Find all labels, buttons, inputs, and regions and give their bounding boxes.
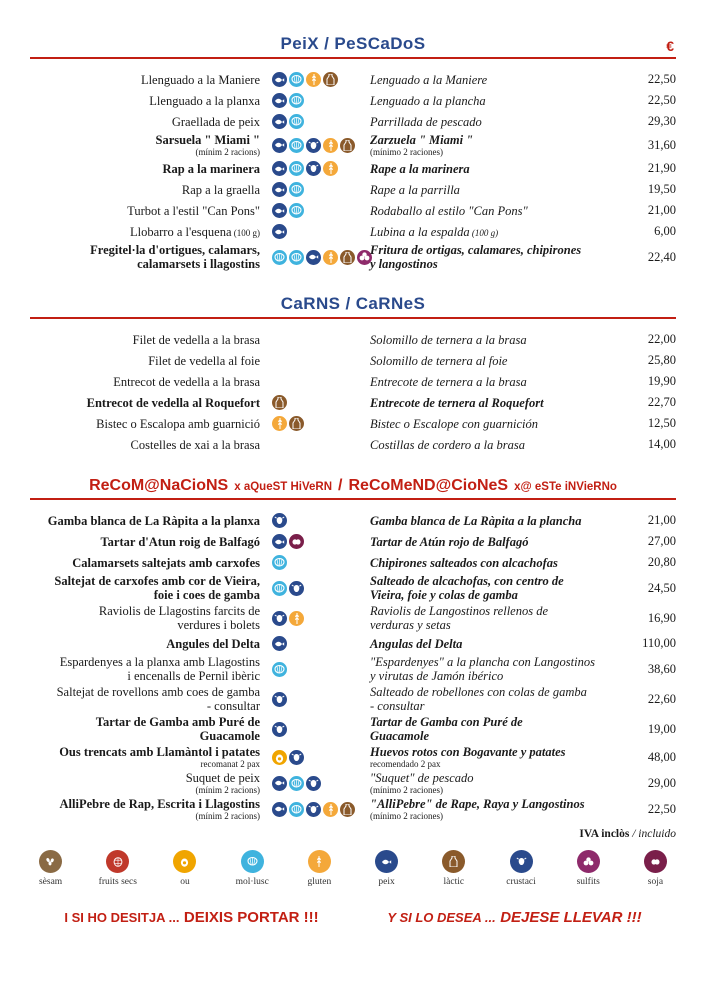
menu-item-row [30,573,676,603]
peix-icon [306,250,321,265]
ou-icon [173,850,196,873]
menu-item-price: 27,00 [647,534,676,549]
mollusc-icon [289,114,304,129]
peix-icon [272,93,287,108]
peix-icon [272,776,287,791]
menu-item-name-ca: Filet de vedella al foie [148,353,260,368]
menu-item-name-es: Raviolis de Langostinos rellenos de verduras y setas [370,604,548,633]
fruits-icon [106,850,129,873]
menu-item-name-es: Zarzuela " Miami " (mínimo 2 raciones) [370,133,474,157]
allergen-icons [268,581,364,596]
peix-icon [272,161,287,176]
menu-item-price: 19,90 [647,374,676,389]
menu-item-name-ca: Rap a la graella [181,182,260,197]
legend-item-sulfits [568,850,609,887]
menu-item-price: 19,50 [647,182,676,197]
gluten-icon [306,72,321,87]
menu-item-name-es: Salteado de alcachofas, con centro de Vieira, foie y colas de gamba [370,574,564,603]
menu-item-row [30,90,676,111]
menu-item-name-ca: Raviolis de Llagostins farcits de verdures i bolets [98,604,260,633]
menu-item-name-ca: Llenguado a la planxa [149,93,260,108]
reco-subtitle-ca: x aQueST HiVeRN [234,481,333,494]
menu-item-name-es: Angulas del Delta [370,636,463,651]
allergen-icons [268,692,364,707]
menu-item-name-es: Solomillo de ternera a la brasa [370,332,527,347]
menu-item-name-es: "Espardenyes" a la plancha con Langostinos y virutas de Jamón ibérico [370,655,595,684]
gluten-icon [323,138,338,153]
mollusc-icon [289,776,304,791]
menu-item-name-es: Costillas de cordero a la brasa [370,437,525,452]
vat-note-es: / incluido [632,828,676,841]
menu-item-price: 38,60 [647,661,676,676]
peix-icon [375,850,398,873]
menu-item-row [30,200,676,221]
peix-icon [272,534,287,549]
menu-item-row [30,69,676,90]
menu-item-name-ca: Angules del Delta [166,636,260,651]
peix-icon [272,636,287,651]
footer-ca-lead: I SI HO DESITJA ... [64,910,180,926]
menu-item-name-ca: Costelles de xai a la brasa [130,437,260,452]
crustaci-icon [272,513,287,528]
gluten-icon [323,250,338,265]
menu-item-price: 22,50 [647,93,676,107]
allergen-legend [30,850,676,887]
menu-item-price: 24,50 [647,580,676,595]
allergen-icons [268,93,364,108]
mollusc-icon [241,850,264,873]
menu-item-name-es: Rodaballo al estilo "Can Pons" [370,203,528,218]
crustaci-icon [306,802,321,817]
mollusc-icon [289,138,304,153]
legend-item-peix [366,850,407,887]
menu-item-row [30,242,676,272]
peix-icon [272,72,287,87]
menu-item-name-es: Parrillada de pescado [370,114,482,129]
mollusc-icon [289,203,304,218]
lactic-icon [442,850,465,873]
menu-item-row [30,221,676,242]
currency-symbol-peix: € [666,38,674,54]
menu-item-name-ca: Tartar de Gamba amb Puré de Guacamole [95,715,260,744]
menu-item-price: 22,50 [647,801,676,816]
legend-item-sesam [30,850,71,887]
legend-label: crustaci [506,877,536,888]
menu-item-name-ca: Entrecot de vedella a la brasa [113,374,260,389]
menu-item-name-es: Rape a la parrilla [370,182,460,197]
menu-item-name-es: Tartar de Gamba con Puré de Guacamole [370,715,523,744]
allergen-icons [268,636,364,651]
menu-item-price: 14,00 [647,437,676,452]
menu-item-row [30,714,676,744]
menu-item-price: 22,70 [647,395,676,410]
crustaci-icon [306,138,321,153]
menu-item-name-es: "AlliPebre" de Rape, Raya y Langostinos (mínimo 2 raciones) [370,797,585,822]
menu-item-price: 16,90 [647,610,676,625]
mollusc-icon [289,161,304,176]
menu-item-name-es: "Suquet" de pescado (mínimo 2 raciones) [370,771,474,796]
menu-item-price: 21,00 [647,513,676,528]
peix-icon [272,138,287,153]
mollusc-icon [272,662,287,677]
menu-item-name-ca: Tartar d'Atun roig de Balfagó [100,534,260,549]
peix-icon [272,114,287,129]
allergen-icons [268,555,364,570]
menu-item-name-ca: Sarsuela " Miami " (mínim 2 racions) [155,133,260,157]
allergen-icons [268,611,364,626]
mollusc-icon [289,72,304,87]
crustaci-icon [289,750,304,765]
legend-label: peix [378,877,395,888]
footer-ca-main: DEIXIS PORTAR !!! [183,909,319,927]
menu-item-price: 21,00 [647,203,676,218]
vat-note [30,828,676,840]
crustaci-icon [272,611,287,626]
menu-item-row [30,392,676,413]
sulfits-icon [577,850,600,873]
menu-item-row [30,744,676,770]
mollusc-icon [289,802,304,817]
lactic-icon [340,138,355,153]
crustaci-icon [272,722,287,737]
menu-item-row [30,434,676,455]
lactic-icon [323,72,338,87]
menu-item-name-ca: Calamarsets saltejats amb carxofes [72,555,260,570]
menu-item-row [30,603,676,633]
crustaci-icon [510,850,533,873]
footer-es-lead: Y SI LO DESEA ... [387,910,496,926]
allergen-icons [268,662,364,677]
menu-item-price: 22,60 [647,691,676,706]
section-rows-recommendations [30,510,676,822]
lactic-icon [340,802,355,817]
legend-item-gluten [299,850,340,887]
allergen-icons [268,72,364,87]
menu-item-price: 22,40 [647,249,676,264]
menu-item-name-es: Fritura de ortigas, calamares, chipirones y langostinos [370,243,582,272]
allergen-icons [268,250,364,265]
menu-item-name-ca: Llobarro a l'esquena (100 g) [129,224,260,239]
menu-item-row [30,350,676,371]
menu-item-row [30,413,676,434]
menu-item-row [30,111,676,132]
footer-es-main: DEJESE LLEVAR !!! [500,909,642,927]
legend-item-lactic [433,850,474,887]
sesam-icon [39,850,62,873]
menu-item-name-es: Lubina a la espalda (100 g) [370,224,499,239]
footer-slogan-es [387,909,641,927]
legend-label: ou [180,877,190,888]
allergen-icons [268,776,364,791]
menu-item-row [30,684,676,714]
menu-item-row [30,510,676,531]
menu-item-name-ca: Gamba blanca de La Ràpita a la planxa [47,513,260,528]
menu-item-name-ca: Llenguado a la Maniere [140,72,260,87]
menu-item-price: 22,00 [647,332,676,347]
menu-item-name-ca: Turbot a l'estil "Can Pons" [127,203,260,218]
gluten-icon [308,850,331,873]
menu-item-row [30,371,676,392]
menu-item-price: 6,00 [654,224,676,239]
section-rows-carns [30,329,676,455]
legend-label: fruits secs [98,877,137,888]
legend-label: mol·lusc [235,877,269,888]
menu-item-name-es: Solomillo de ternera al foie [370,353,508,368]
allergen-icons [268,182,364,197]
legend-item-crustaci [500,850,541,887]
footer-slogans [30,909,676,927]
legend-label: sulfits [576,877,600,888]
mollusc-icon [289,250,304,265]
gluten-icon [323,802,338,817]
crustaci-icon [272,692,287,707]
legend-label: soja [647,877,664,888]
crustaci-icon [306,776,321,791]
allergen-icons [268,224,364,239]
peix-icon [272,203,287,218]
menu-item-name-es: Entrecote de ternera a la brasa [370,374,527,389]
menu-item-price: 29,00 [647,775,676,790]
menu-item-price: 22,50 [647,72,676,86]
crustaci-icon [289,581,304,596]
menu-item-name-es: Tartar de Atún rojo de Balfagó [370,534,529,549]
vat-note-ca: IVA inclòs [579,828,630,841]
legend-label: gluten [307,877,332,888]
section-title-carns: CaRNS / CaRNeS [280,294,426,314]
menu-item-price: 29,30 [647,114,676,128]
menu-item-name-ca: AlliPebre de Rap, Escrita i Llagostins (mínim 2 racions) [59,797,260,822]
allergen-icons [268,395,364,410]
menu-item-price: 31,60 [647,137,676,152]
menu-item-row [30,158,676,179]
allergen-icons [268,750,364,765]
lactic-icon [289,416,304,431]
reco-title-es: ReCoMeND@CioNeS [348,477,509,495]
peix-icon [272,224,287,239]
legend-label: sèsam [38,877,63,888]
menu-item-name-ca: Saltejat de rovellons amb coes de gamba - consultar [56,685,260,714]
legend-label: làctic [443,877,465,888]
section-title-peix: PeiX / PeSCaDoS [280,34,426,53]
menu-item-name-es: Chipirones salteados con alcachofas [370,555,558,570]
lactic-icon [272,395,287,410]
menu-item-name-ca: Ous trencats amb Llamàntol i patates recomanat 2 pax [59,745,260,770]
menu-item-price: 25,80 [647,353,676,368]
menu-item-row [30,132,676,158]
lactic-icon [340,250,355,265]
legend-item-ou [164,850,205,887]
allergen-icons [268,114,364,129]
menu-item-name-es: Entrecote de ternera al Roquefort [370,395,544,410]
menu-item-row [30,654,676,684]
menu-item-row [30,329,676,350]
menu-item-name-ca: Fregitel·la d'ortigues, calamars, calamarsets i llagostins [90,243,260,272]
menu-item-name-ca: Espardenyes a la planxa amb Llagostins i encenalls de Pernil ibèric [59,655,260,684]
allergen-icons [268,138,364,153]
allergen-icons [268,161,364,176]
menu-item-name-ca: Saltejat de carxofes amb cor de Vieira, foie i coes de gamba [54,574,260,603]
menu-item-row [30,552,676,573]
section-header-recommendations [30,477,676,495]
menu-item-name-es: Lenguado a la Maniere [370,72,488,87]
menu-item-name-ca: Rap a la marinera [162,161,260,176]
allergen-icons [268,416,364,431]
legend-item-soja [635,850,676,887]
peix-icon [272,802,287,817]
mollusc-icon [289,93,304,108]
footer-slogan-ca [64,909,318,927]
mollusc-icon [272,250,287,265]
menu-item-name-ca: Entrecot de vedella al Roquefort [86,395,260,410]
ou-icon [272,750,287,765]
menu-item-row [30,770,676,796]
menu-item-name-ca: Filet de vedella a la brasa [132,332,260,347]
allergen-icons [268,802,364,817]
crustaci-icon [306,161,321,176]
menu-item-price: 19,00 [647,721,676,736]
mollusc-icon [272,555,287,570]
reco-separator: / [338,477,343,495]
section-rows-peix [30,69,676,272]
reco-subtitle-es: x@ eSTe iNVieRNo [514,481,617,494]
allergen-icons [268,203,364,218]
legend-item-fruits [97,850,138,887]
menu-item-row [30,633,676,654]
mollusc-icon [289,182,304,197]
menu-item-row [30,796,676,822]
menu-item-row [30,531,676,552]
top-spacer [0,0,706,34]
section-header-peix [30,34,676,54]
menu-item-name-es: Bistec o Escalope con guarnición [370,416,539,431]
allergen-icons [268,722,364,737]
menu-item-price: 48,00 [647,749,676,764]
section-header-carns [30,294,676,314]
menu-item-name-ca: Graellada de peix [171,114,260,129]
mollusc-icon [272,581,287,596]
soja-icon [644,850,667,873]
menu-item-price: 12,50 [647,416,676,431]
allergen-icons [268,534,364,549]
menu-item-price: 20,80 [647,555,676,570]
menu-item-name-es: Huevos rotos con Bogavante y patates recomendado 2 pax [370,745,566,770]
menu-item-price: 21,90 [647,161,676,176]
menu-item-row [30,179,676,200]
gluten-icon [323,161,338,176]
menu-item-name-es: Salteado de robellones con colas de gamba - consultar [370,685,587,714]
reco-title-ca: ReCoM@NaCioNS [89,477,229,495]
menu-item-name-ca: Bistec o Escalopa amb guarnició [96,416,260,431]
menu-item-name-es: Lenguado a la plancha [370,93,486,108]
gluten-icon [289,611,304,626]
peix-icon [272,182,287,197]
menu-item-name-es: Rape a la marinera [370,161,470,176]
allergen-icons [268,513,364,528]
soja-icon [289,534,304,549]
gluten-icon [272,416,287,431]
menu-item-name-ca: Suquet de peix (mínim 2 racions) [185,771,260,796]
menu-item-name-es: Gamba blanca de La Ràpita a la plancha [370,513,582,528]
menu-item-price: 110,00 [642,636,676,651]
legend-item-mollusc [232,850,273,887]
